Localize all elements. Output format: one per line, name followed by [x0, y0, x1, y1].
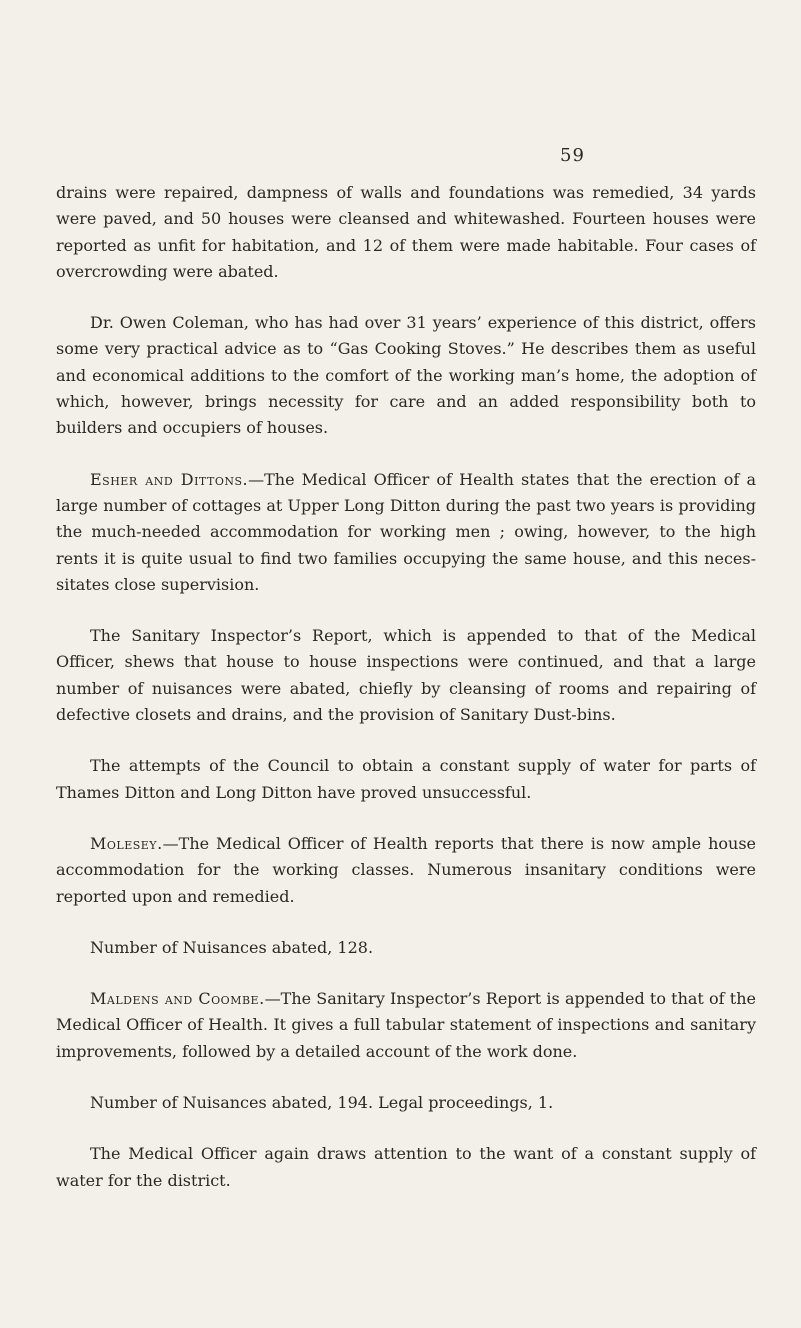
section-heading-esher-dittons: Esher and Dittons.	[90, 469, 249, 489]
paragraph-esher-dittons	[56, 467, 756, 598]
page-number: 59	[560, 145, 585, 166]
paragraph-text: The attempts of the Council to obtain a constant supply of water for parts of Thames Ditton and Long Ditton have proved unsuccessful.	[56, 756, 756, 802]
paragraph-nuisances-maldens	[56, 1090, 756, 1116]
paragraph-sanitary-inspector	[56, 623, 756, 728]
paragraph-gas-stoves	[56, 310, 756, 441]
paragraph-nuisances-molesey	[56, 935, 756, 961]
paragraph-molesey	[56, 831, 756, 910]
section-heading-molesey: Molesey.	[90, 833, 163, 853]
paragraph-text: —The Medical Officer of Health states that the erection of a large number of cottages at Upper Long Ditton during the past two years is providing the much-needed accommodation for working men ; owing, however, to the high rents it is quite usual to find two families occupying the same house, and this necessitates close supervision.	[56, 469, 757, 594]
paragraph-text: The Medical Officer again draws attention to the want of a constant supply of water for the district.	[56, 1144, 756, 1190]
paragraph-water-supply	[56, 753, 756, 806]
paragraph-text: Number of Nuisances abated, 128.	[90, 937, 374, 957]
paragraph-water-want	[56, 1141, 756, 1194]
paragraph-text: —The Medical Officer of Health reports that there is now ample house accommodation for the working classes. Numerous insanitary conditions were reported upon and remedied.	[56, 833, 756, 906]
paragraph-text: —The Sanitary Inspector’s Report is appended to that of the Medical Officer of Health. It gives a full tabular statement of inspections and sanitary improvements, followed by a detailed account of the work done.	[56, 989, 756, 1061]
paragraph-text: Number of Nuisances abated, 194. Legal proceedings, 1.	[90, 1093, 554, 1113]
paragraph-text: Dr. Owen Coleman, who has had over 31 years’ experience of this district, offers some very practical advice as to “Gas Cooking Stoves.” He describes them as useful and economical additions to the comfort of the working man’s home, the adoption of which, however, brings necessity for care and an added responsibility both to builders and occupiers of houses.	[56, 313, 756, 438]
section-heading-maldens-coombe: Maldens and Coombe.	[90, 989, 265, 1009]
paragraph-text: drains were repaired, dampness of walls and foundations was remedied, 34 yards were paved, and 50 houses were cleansed and whitewashed. Fourteen houses were reported as unfit for habitation, and 12 of them were made habitable. Four cases of overcrowding were abated.	[56, 183, 756, 281]
paragraph-repairs	[56, 180, 756, 285]
paragraph-text: The Sanitary Inspector’s Report, which is appended to that of the Medical Officer, shews that house to house inspections were continued, and that a large number of nuisances were abated, chiefly by cleansing of rooms and repairing of defective closets and drains, and the provision of Sanitary Dust-bins.	[56, 626, 756, 725]
paragraph-maldens-coombe	[56, 986, 756, 1065]
body-text	[56, 180, 756, 1219]
